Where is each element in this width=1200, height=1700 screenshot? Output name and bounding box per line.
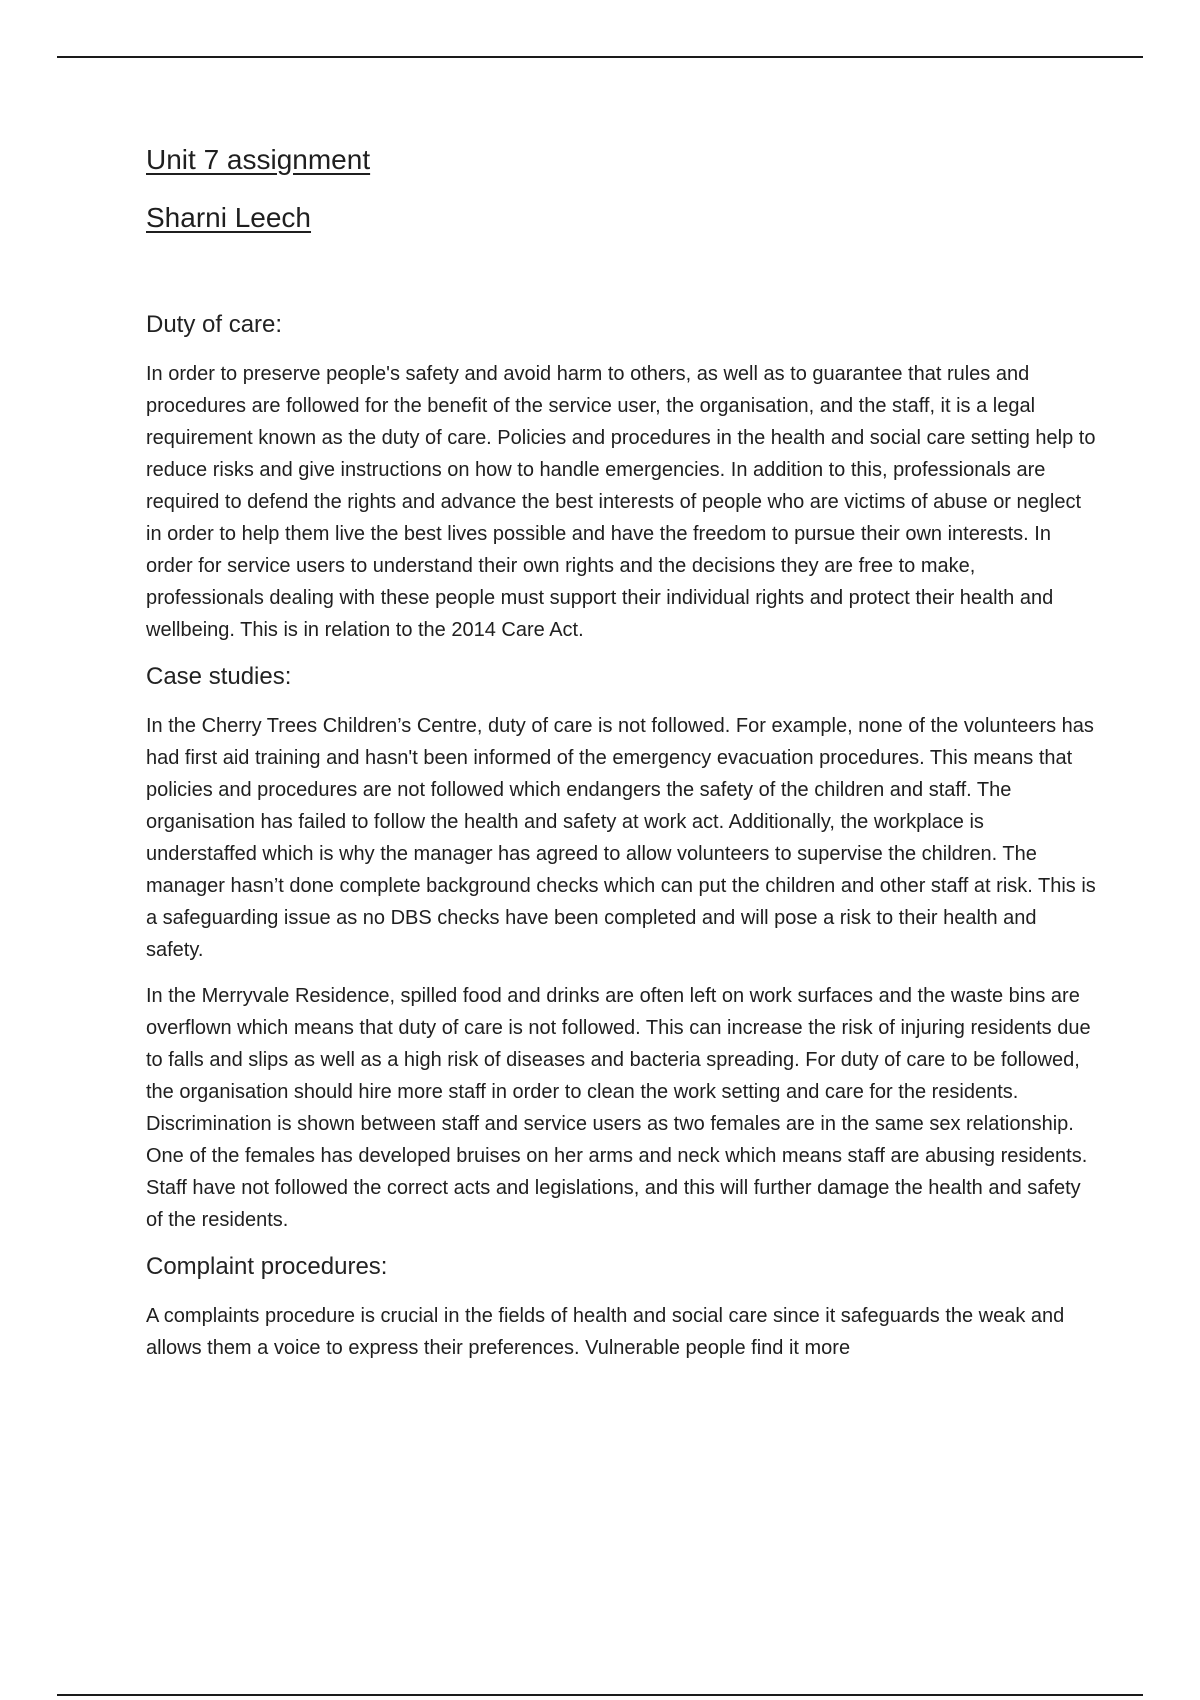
- paragraph: In the Merryvale Residence, spilled food and drinks are often left on work surfaces and the waste bins are overflown which means that duty of care is not followed. This can increase the risk of injuring residents due to falls and slips as well as a high risk of diseases and bacteria spreading. For duty of care to be followed, the organisation should hire more staff in order to clean the work setting and care for the residents. Discrimination is shown between staff and service users as two females are in the same sex relationship. One of the females has developed bruises on her arms and neck which means staff are abusing residents. Staff have not followed the correct acts and legislations, and this will further damage the health and safety of the residents.: [146, 985, 1091, 1231]
- document-body: [146, 142, 1096, 1378]
- section-heading: Case studies:: [146, 663, 292, 690]
- section-complaint-procedures: [146, 1250, 1096, 1364]
- section-case-studies: [146, 660, 1096, 1236]
- document-title: Unit 7 assignment: [146, 144, 371, 175]
- section-heading: Duty of care:: [146, 311, 283, 338]
- section-heading: Complaint procedures:: [146, 1253, 388, 1280]
- page-bottom-rule: [57, 1694, 1143, 1696]
- document-author: Sharni Leech: [146, 202, 312, 233]
- paragraph: A complaints procedure is crucial in the fields of health and social care since it safeguards the weak and allows them a voice to express their preferences. Vulnerable people find it more: [146, 1305, 1065, 1359]
- section-duty-of-care: [146, 308, 1096, 646]
- paragraph: In the Cherry Trees Children’s Centre, duty of care is not followed. For example, none of the volunteers has had first aid training and hasn't been informed of the emergency evacuation procedures. This means that policies and procedures are not followed which endangers the safety of the children and staff. The organisation has failed to follow the health and safety at work act. Additionally, the workplace is understaffed which is why the manager has agreed to allow volunteers to supervise the children. The manager hasn’t done complete background checks which can put the children and other staff at risk. This is a safeguarding issue as no DBS checks have been completed and will pose a risk to their health and safety.: [146, 715, 1096, 961]
- paragraph: In order to preserve people's safety and avoid harm to others, as well as to guarantee that rules and procedures are followed for the benefit of the service user, the organisation, and the staff, it is a legal requirement known as the duty of care. Policies and procedures in the health and social care setting help to reduce risks and give instructions on how to handle emergencies. In addition to this, professionals are required to defend the rights and advance the best interests of people who are victims of abuse or neglect in order to help them live the best lives possible and have the freedom to pursue their own interests. In order for service users to understand their own rights and the decisions they are free to make, professionals dealing with these people must support their individual rights and protect their health and wellbeing. This is in relation to the 2014 Care Act.: [146, 363, 1096, 641]
- page-top-rule: [57, 56, 1143, 58]
